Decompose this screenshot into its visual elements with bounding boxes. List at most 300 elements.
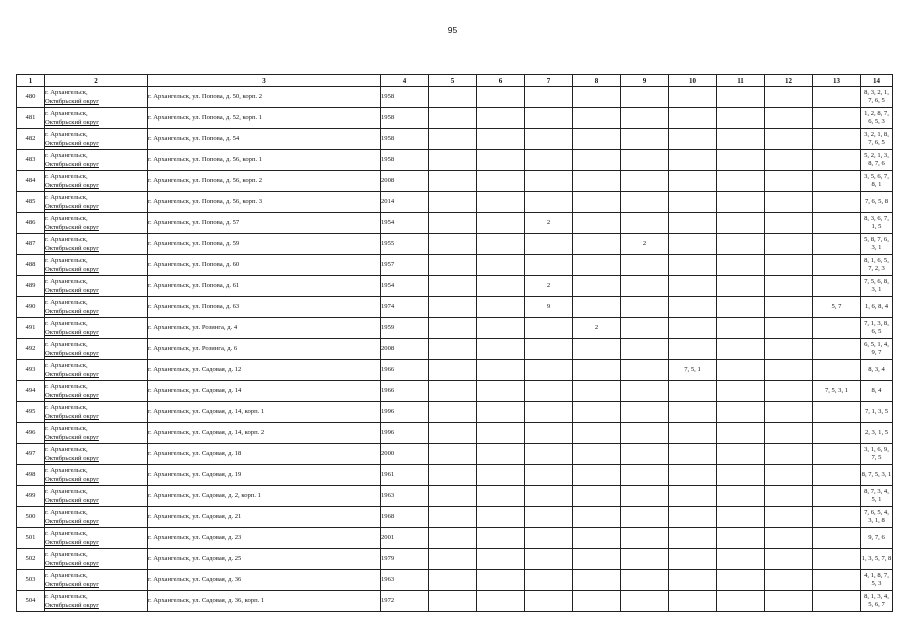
value-cell-8	[573, 465, 621, 486]
year-cell: 1974	[381, 297, 429, 318]
year-cell: 1958	[381, 108, 429, 129]
value-cell-12	[765, 87, 813, 108]
value-cell-5	[429, 465, 477, 486]
city-text: г. Архангельск,	[45, 383, 88, 390]
value-cell-14: 8, 1, 3, 4, 5, 6, 7	[861, 591, 893, 612]
value-cell-7	[525, 192, 573, 213]
city-text: г. Архангельск,	[45, 320, 88, 327]
value-cell-8	[573, 423, 621, 444]
value-cell-13	[813, 171, 861, 192]
settlement-cell	[45, 360, 148, 381]
value-cell-5	[429, 549, 477, 570]
value-cell-11	[717, 465, 765, 486]
value-cell-14: 8, 3, 2, 1, 7, 6, 5	[861, 87, 893, 108]
row-number: 486	[17, 213, 45, 234]
value-cell-6	[477, 402, 525, 423]
value-cell-9	[621, 108, 669, 129]
value-cell-13	[813, 129, 861, 150]
value-cell-12	[765, 129, 813, 150]
settlement-cell	[45, 108, 148, 129]
settlement-cell	[45, 339, 148, 360]
value-cell-12	[765, 381, 813, 402]
value-cell-10	[669, 297, 717, 318]
value-cell-8	[573, 591, 621, 612]
year-cell: 1954	[381, 276, 429, 297]
value-cell-8	[573, 150, 621, 171]
value-cell-11	[717, 129, 765, 150]
value-cell-9	[621, 486, 669, 507]
district-text: Октябрьский округ	[45, 455, 99, 462]
value-cell-12	[765, 486, 813, 507]
value-cell-9	[621, 570, 669, 591]
table-row	[17, 297, 893, 318]
value-cell-9	[621, 129, 669, 150]
header-row	[17, 75, 893, 87]
address-cell: г. Архангельск, ул. Попова, д. 59	[148, 234, 381, 255]
row-number: 489	[17, 276, 45, 297]
settlement-cell	[45, 507, 148, 528]
value-cell-12	[765, 339, 813, 360]
value-cell-8	[573, 192, 621, 213]
table-row	[17, 570, 893, 591]
value-cell-13	[813, 108, 861, 129]
col-header-14: 14	[861, 75, 893, 87]
value-cell-12	[765, 192, 813, 213]
value-cell-5	[429, 570, 477, 591]
address-cell: г. Архангельск, ул. Садовая, д. 18	[148, 444, 381, 465]
settlement-cell	[45, 423, 148, 444]
year-cell: 1958	[381, 129, 429, 150]
value-cell-11	[717, 255, 765, 276]
value-cell-9	[621, 549, 669, 570]
year-cell: 1959	[381, 318, 429, 339]
table-row	[17, 423, 893, 444]
row-number: 484	[17, 171, 45, 192]
district-text: Октябрьский округ	[45, 203, 99, 210]
value-cell-14: 6, 5, 1, 4, 9, 7	[861, 339, 893, 360]
value-cell-14: 4, 1, 8, 7, 5, 3	[861, 570, 893, 591]
value-cell-11	[717, 171, 765, 192]
year-cell: 1996	[381, 423, 429, 444]
value-cell-8	[573, 549, 621, 570]
value-cell-13	[813, 570, 861, 591]
value-cell-7	[525, 423, 573, 444]
value-cell-10	[669, 171, 717, 192]
address-cell: г. Архангельск, ул. Садовая, д. 19	[148, 465, 381, 486]
col-header-13: 13	[813, 75, 861, 87]
settlement-cell	[45, 87, 148, 108]
value-cell-11	[717, 150, 765, 171]
value-cell-6	[477, 549, 525, 570]
value-cell-14: 8, 1, 6, 5, 7, 2, 3	[861, 255, 893, 276]
col-header-6: 6	[477, 75, 525, 87]
value-cell-14: 2, 3, 1, 5	[861, 423, 893, 444]
city-text: г. Архангельск,	[45, 530, 88, 537]
value-cell-12	[765, 402, 813, 423]
table-row	[17, 87, 893, 108]
district-text: Октябрьский округ	[45, 539, 99, 546]
value-cell-10	[669, 87, 717, 108]
settlement-cell	[45, 486, 148, 507]
district-text: Октябрьский округ	[45, 98, 99, 105]
value-cell-9	[621, 276, 669, 297]
value-cell-7: 9	[525, 297, 573, 318]
value-cell-11	[717, 234, 765, 255]
value-cell-13: 5, 7	[813, 297, 861, 318]
value-cell-9	[621, 465, 669, 486]
address-cell: г. Архангельск, ул. Попова, д. 57	[148, 213, 381, 234]
city-text: г. Архангельск,	[45, 341, 88, 348]
value-cell-13	[813, 402, 861, 423]
value-cell-10	[669, 591, 717, 612]
value-cell-8	[573, 171, 621, 192]
city-text: г. Архангельск,	[45, 110, 88, 117]
value-cell-7	[525, 465, 573, 486]
value-cell-9	[621, 213, 669, 234]
year-cell: 2000	[381, 444, 429, 465]
value-cell-5	[429, 339, 477, 360]
value-cell-5	[429, 108, 477, 129]
value-cell-7	[525, 318, 573, 339]
value-cell-9	[621, 297, 669, 318]
district-text: Октябрьский округ	[45, 182, 99, 189]
value-cell-5	[429, 255, 477, 276]
value-cell-7	[525, 255, 573, 276]
col-header-7: 7	[525, 75, 573, 87]
col-header-9: 9	[621, 75, 669, 87]
value-cell-6	[477, 591, 525, 612]
value-cell-6	[477, 507, 525, 528]
district-text: Октябрьский округ	[45, 497, 99, 504]
col-header-10: 10	[669, 75, 717, 87]
address-cell: г. Архангельск, ул. Садовая, д. 2, корп. 1	[148, 486, 381, 507]
value-cell-10	[669, 444, 717, 465]
row-number: 500	[17, 507, 45, 528]
address-cell: г. Архангельск, ул. Садовая, д. 12	[148, 360, 381, 381]
value-cell-13	[813, 234, 861, 255]
value-cell-14: 7, 6, 5, 8	[861, 192, 893, 213]
address-cell: г. Архангельск, ул. Попова, д. 61	[148, 276, 381, 297]
district-text: Октябрьский округ	[45, 581, 99, 588]
city-text: г. Архангельск,	[45, 425, 88, 432]
value-cell-7	[525, 507, 573, 528]
value-cell-12	[765, 150, 813, 171]
value-cell-5	[429, 381, 477, 402]
value-cell-8	[573, 507, 621, 528]
district-text: Октябрьский округ	[45, 476, 99, 483]
year-cell: 2014	[381, 192, 429, 213]
value-cell-6	[477, 192, 525, 213]
value-cell-5	[429, 528, 477, 549]
district-text: Октябрьский округ	[45, 413, 99, 420]
table-row	[17, 192, 893, 213]
value-cell-8	[573, 570, 621, 591]
year-cell: 1955	[381, 234, 429, 255]
table-row	[17, 591, 893, 612]
table-row	[17, 318, 893, 339]
city-text: г. Архангельск,	[45, 152, 88, 159]
value-cell-5	[429, 591, 477, 612]
year-cell: 1958	[381, 87, 429, 108]
city-text: г. Архангельск,	[45, 467, 88, 474]
value-cell-7	[525, 360, 573, 381]
table-row	[17, 360, 893, 381]
value-cell-5	[429, 87, 477, 108]
value-cell-7	[525, 171, 573, 192]
value-cell-5	[429, 192, 477, 213]
value-cell-10	[669, 528, 717, 549]
district-text: Октябрьский округ	[45, 518, 99, 525]
value-cell-7	[525, 234, 573, 255]
value-cell-7	[525, 108, 573, 129]
value-cell-7	[525, 381, 573, 402]
value-cell-8	[573, 129, 621, 150]
table-row	[17, 150, 893, 171]
year-cell: 1957	[381, 255, 429, 276]
col-header-2: 2	[45, 75, 148, 87]
district-text: Октябрьский округ	[45, 560, 99, 567]
table-row	[17, 444, 893, 465]
value-cell-9	[621, 528, 669, 549]
value-cell-5	[429, 423, 477, 444]
value-cell-13	[813, 360, 861, 381]
value-cell-13	[813, 486, 861, 507]
value-cell-7	[525, 444, 573, 465]
value-cell-6	[477, 486, 525, 507]
value-cell-5	[429, 276, 477, 297]
district-text: Октябрьский округ	[45, 224, 99, 231]
value-cell-13	[813, 465, 861, 486]
value-cell-11	[717, 528, 765, 549]
value-cell-12	[765, 570, 813, 591]
value-cell-6	[477, 129, 525, 150]
value-cell-6	[477, 444, 525, 465]
value-cell-7	[525, 150, 573, 171]
value-cell-10: 7, 5, 1	[669, 360, 717, 381]
value-cell-10	[669, 255, 717, 276]
row-number: 492	[17, 339, 45, 360]
row-number: 491	[17, 318, 45, 339]
city-text: г. Архангельск,	[45, 446, 88, 453]
value-cell-13	[813, 213, 861, 234]
value-cell-9	[621, 591, 669, 612]
row-number: 493	[17, 360, 45, 381]
value-cell-10	[669, 234, 717, 255]
value-cell-12	[765, 297, 813, 318]
value-cell-9	[621, 402, 669, 423]
value-cell-5	[429, 486, 477, 507]
table-row	[17, 276, 893, 297]
value-cell-14: 9, 7, 6	[861, 528, 893, 549]
settlement-cell	[45, 402, 148, 423]
value-cell-11	[717, 276, 765, 297]
city-text: г. Архангельск,	[45, 257, 88, 264]
value-cell-11	[717, 297, 765, 318]
table-row	[17, 234, 893, 255]
value-cell-12	[765, 444, 813, 465]
register-table	[16, 74, 893, 612]
address-cell: г. Архангельск, ул. Попова, д. 56, корп. 3	[148, 192, 381, 213]
value-cell-10	[669, 507, 717, 528]
address-cell: г. Архангельск, ул. Садовая, д. 25	[148, 549, 381, 570]
value-cell-14: 8, 3, 6, 7, 1, 5	[861, 213, 893, 234]
city-text: г. Архангельск,	[45, 173, 88, 180]
district-text: Октябрьский округ	[45, 392, 99, 399]
table-row	[17, 255, 893, 276]
table-row	[17, 402, 893, 423]
value-cell-9	[621, 150, 669, 171]
address-cell: г. Архангельск, ул. Попова, д. 60	[148, 255, 381, 276]
value-cell-14: 8, 7, 5, 3, 1	[861, 465, 893, 486]
value-cell-13	[813, 255, 861, 276]
col-header-11: 11	[717, 75, 765, 87]
settlement-cell	[45, 528, 148, 549]
value-cell-12	[765, 549, 813, 570]
value-cell-6	[477, 528, 525, 549]
value-cell-12	[765, 255, 813, 276]
value-cell-12	[765, 213, 813, 234]
value-cell-7	[525, 87, 573, 108]
value-cell-7	[525, 402, 573, 423]
value-cell-10	[669, 339, 717, 360]
settlement-cell	[45, 234, 148, 255]
value-cell-6	[477, 297, 525, 318]
table-row	[17, 549, 893, 570]
value-cell-6	[477, 87, 525, 108]
value-cell-6	[477, 465, 525, 486]
year-cell: 1972	[381, 591, 429, 612]
settlement-cell	[45, 255, 148, 276]
value-cell-9	[621, 192, 669, 213]
value-cell-12	[765, 171, 813, 192]
value-cell-9	[621, 255, 669, 276]
value-cell-11	[717, 423, 765, 444]
value-cell-11	[717, 549, 765, 570]
value-cell-6	[477, 150, 525, 171]
value-cell-10	[669, 150, 717, 171]
value-cell-14: 3, 5, 6, 7, 8, 1	[861, 171, 893, 192]
address-cell: г. Архангельск, ул. Садовая, д. 21	[148, 507, 381, 528]
value-cell-5	[429, 150, 477, 171]
value-cell-8	[573, 255, 621, 276]
value-cell-9	[621, 171, 669, 192]
value-cell-14: 8, 3, 4	[861, 360, 893, 381]
settlement-cell	[45, 444, 148, 465]
value-cell-11	[717, 339, 765, 360]
value-cell-5	[429, 318, 477, 339]
year-cell: 1963	[381, 486, 429, 507]
value-cell-14: 1, 3, 5, 7, 8	[861, 549, 893, 570]
value-cell-14: 7, 6, 5, 4, 3, 1, 8	[861, 507, 893, 528]
value-cell-11	[717, 507, 765, 528]
city-text: г. Архангельск,	[45, 131, 88, 138]
city-text: г. Архангельск,	[45, 509, 88, 516]
value-cell-13	[813, 318, 861, 339]
city-text: г. Архангельск,	[45, 362, 88, 369]
settlement-cell	[45, 318, 148, 339]
row-number: 487	[17, 234, 45, 255]
district-text: Октябрьский округ	[45, 287, 99, 294]
value-cell-12	[765, 108, 813, 129]
value-cell-5	[429, 297, 477, 318]
value-cell-14: 3, 2, 1, 8, 7, 6, 5	[861, 129, 893, 150]
value-cell-8	[573, 444, 621, 465]
value-cell-6	[477, 318, 525, 339]
value-cell-13: 7, 5, 3, 1	[813, 381, 861, 402]
year-cell: 1958	[381, 150, 429, 171]
value-cell-12	[765, 591, 813, 612]
value-cell-14: 7, 1, 3, 8, 6, 5	[861, 318, 893, 339]
value-cell-5	[429, 213, 477, 234]
row-number: 480	[17, 87, 45, 108]
value-cell-8	[573, 87, 621, 108]
value-cell-6	[477, 570, 525, 591]
year-cell: 1979	[381, 549, 429, 570]
value-cell-6	[477, 213, 525, 234]
address-cell: г. Архангельск, ул. Садовая, д. 14, корп. 2	[148, 423, 381, 444]
value-cell-8	[573, 402, 621, 423]
address-cell: г. Архангельск, ул. Попова, д. 56, корп. 1	[148, 150, 381, 171]
year-cell: 1961	[381, 465, 429, 486]
row-number: 498	[17, 465, 45, 486]
value-cell-12	[765, 360, 813, 381]
settlement-cell	[45, 192, 148, 213]
col-header-1: 1	[17, 75, 45, 87]
settlement-cell	[45, 129, 148, 150]
city-text: г. Архангельск,	[45, 488, 88, 495]
year-cell: 2001	[381, 528, 429, 549]
value-cell-11	[717, 402, 765, 423]
value-cell-6	[477, 171, 525, 192]
district-text: Октябрьский округ	[45, 245, 99, 252]
table-row	[17, 339, 893, 360]
value-cell-8	[573, 108, 621, 129]
value-cell-5	[429, 444, 477, 465]
value-cell-5	[429, 402, 477, 423]
value-cell-8	[573, 486, 621, 507]
value-cell-7	[525, 591, 573, 612]
value-cell-10	[669, 192, 717, 213]
district-text: Октябрьский округ	[45, 119, 99, 126]
row-number: 496	[17, 423, 45, 444]
value-cell-8	[573, 360, 621, 381]
address-cell: г. Архангельск, ул. Розинга, д. 6	[148, 339, 381, 360]
city-text: г. Архангельск,	[45, 236, 88, 243]
value-cell-14: 1, 2, 8, 7, 6, 5, 3	[861, 108, 893, 129]
value-cell-9	[621, 318, 669, 339]
settlement-cell	[45, 150, 148, 171]
value-cell-10	[669, 402, 717, 423]
year-cell: 1954	[381, 213, 429, 234]
year-cell: 1996	[381, 402, 429, 423]
value-cell-8	[573, 528, 621, 549]
value-cell-14: 8, 4	[861, 381, 893, 402]
address-cell: г. Архангельск, ул. Садовая, д. 36, корп. 1	[148, 591, 381, 612]
value-cell-13	[813, 549, 861, 570]
value-cell-10	[669, 423, 717, 444]
value-cell-8	[573, 381, 621, 402]
value-cell-8	[573, 213, 621, 234]
address-cell: г. Архангельск, ул. Садовая, д. 23	[148, 528, 381, 549]
settlement-cell	[45, 549, 148, 570]
settlement-cell	[45, 276, 148, 297]
value-cell-12	[765, 465, 813, 486]
value-cell-10	[669, 465, 717, 486]
row-number: 485	[17, 192, 45, 213]
settlement-cell	[45, 381, 148, 402]
col-header-12: 12	[765, 75, 813, 87]
value-cell-8	[573, 297, 621, 318]
